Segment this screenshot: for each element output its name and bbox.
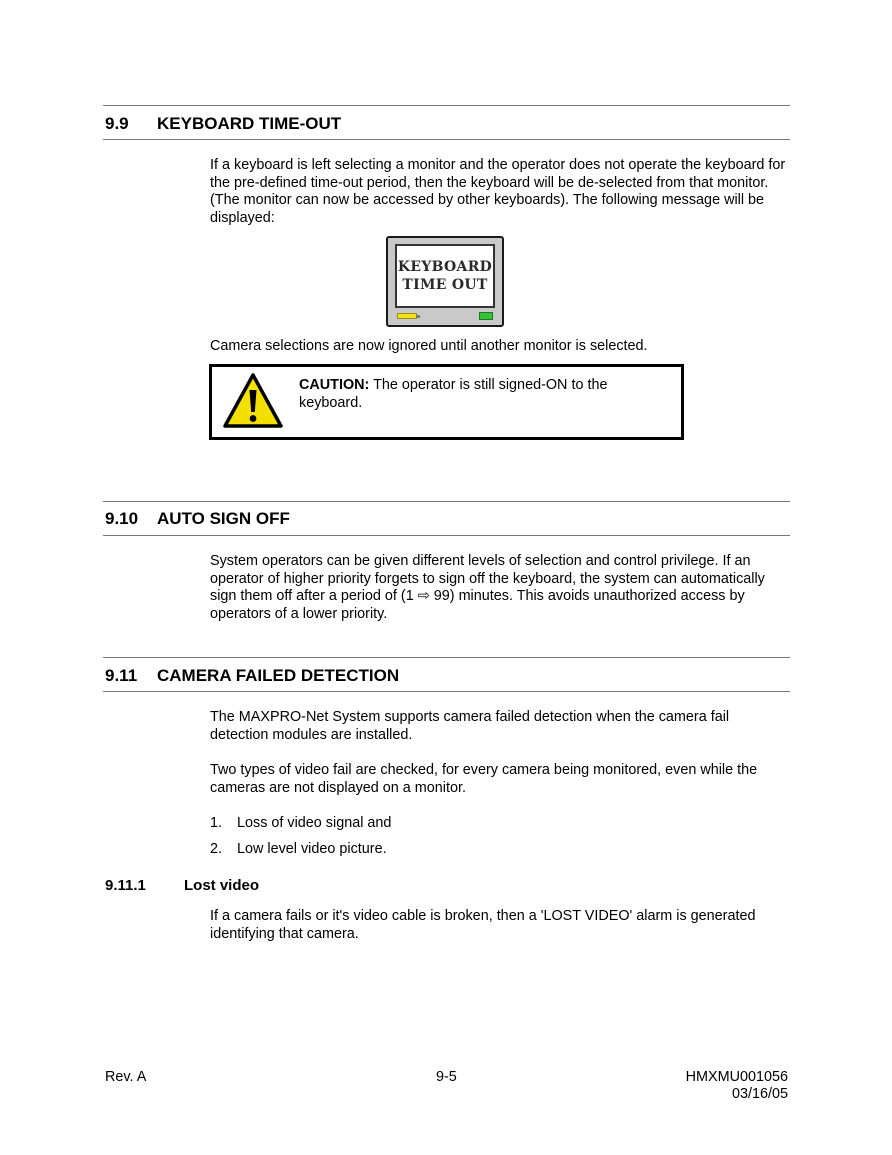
caution-message (299, 377, 639, 412)
section-9-11-number: 9.11 (105, 666, 138, 685)
subsection-9-11-1-title: Lost video (184, 877, 260, 894)
section-9-9-title: KEYBOARD TIME-OUT (157, 114, 342, 133)
caution-box (209, 364, 684, 440)
warning-triangle-icon (222, 372, 284, 430)
list-item-1-number: 1. (210, 815, 223, 831)
section-9-9-after-figure-text: Camera selections are now ignored until another monitor is selected. (210, 338, 648, 354)
monitor-message-line-1: KEYBOARD (397, 259, 493, 275)
monitor-green-led (479, 312, 493, 320)
list-item-1-text: Loss of video signal and (237, 815, 392, 831)
list-item-2-text: Low level video picture. (237, 841, 387, 857)
monitor-yellow-led (397, 313, 417, 319)
monitor-icon (386, 236, 504, 327)
section-9-9-paragraph: If a keyboard is left selecting a monitor and the operator does not operate the keyboard for the pre-defined time-out period, then the keyboard will be de-selected from that monitor. (The monitor can now be accessed by other keyboards). The following message will be displayed: (210, 157, 786, 226)
caution-label: CAUTION: (299, 377, 370, 393)
monitor-screen (395, 244, 495, 308)
section-9-9-bottom-rule (103, 139, 790, 140)
section-9-10-paragraph: System operators can be given different levels of selection and control privilege. If an operator of higher priority forgets to sign off the keyboard, the system can automatically sign them off after a period of (1 ⇨ 99) minutes. This avoids unauthorized access by operators of a lower priority. (210, 553, 765, 622)
section-9-10-title: AUTO SIGN OFF (157, 509, 290, 528)
subsection-9-11-1-paragraph: If a camera fails or it's video cable is broken, then a 'LOST VIDEO' alarm is generated identifying that camera. (210, 908, 756, 942)
section-9-11-paragraph-2: Two types of video fail are checked, for every camera being monitored, even while the cameras are not displayed on a monitor. (210, 762, 758, 796)
subsection-9-11-1-number: 9.11.1 (105, 877, 146, 894)
monitor-message-line-2: TIME OUT (402, 277, 488, 293)
list-item-2-number: 2. (210, 841, 223, 857)
footer-revision: Rev. A (105, 1069, 147, 1085)
section-9-10-number: 9.10 (105, 509, 139, 528)
monitor-led-divider (416, 315, 420, 318)
section-9-9-top-rule (103, 105, 790, 106)
section-9-11-title: CAMERA FAILED DETECTION (157, 666, 400, 685)
footer-date: 03/16/05 (731, 1086, 788, 1102)
section-9-11-top-rule (103, 657, 790, 658)
section-9-10-bottom-rule (103, 535, 790, 536)
section-9-10-top-rule (103, 501, 790, 502)
section-9-9-number: 9.9 (105, 114, 129, 133)
caution-text: The operator is still signed-ON to the keyboard. (299, 377, 608, 411)
footer-page-number: 9-5 (436, 1069, 457, 1085)
section-9-11-bottom-rule (103, 691, 790, 692)
section-9-11-paragraph-1: The MAXPRO-Net System supports camera failed detection when the camera fail detection modules are installed. (210, 709, 730, 743)
footer-document-id: HMXMU001056 (685, 1069, 788, 1085)
